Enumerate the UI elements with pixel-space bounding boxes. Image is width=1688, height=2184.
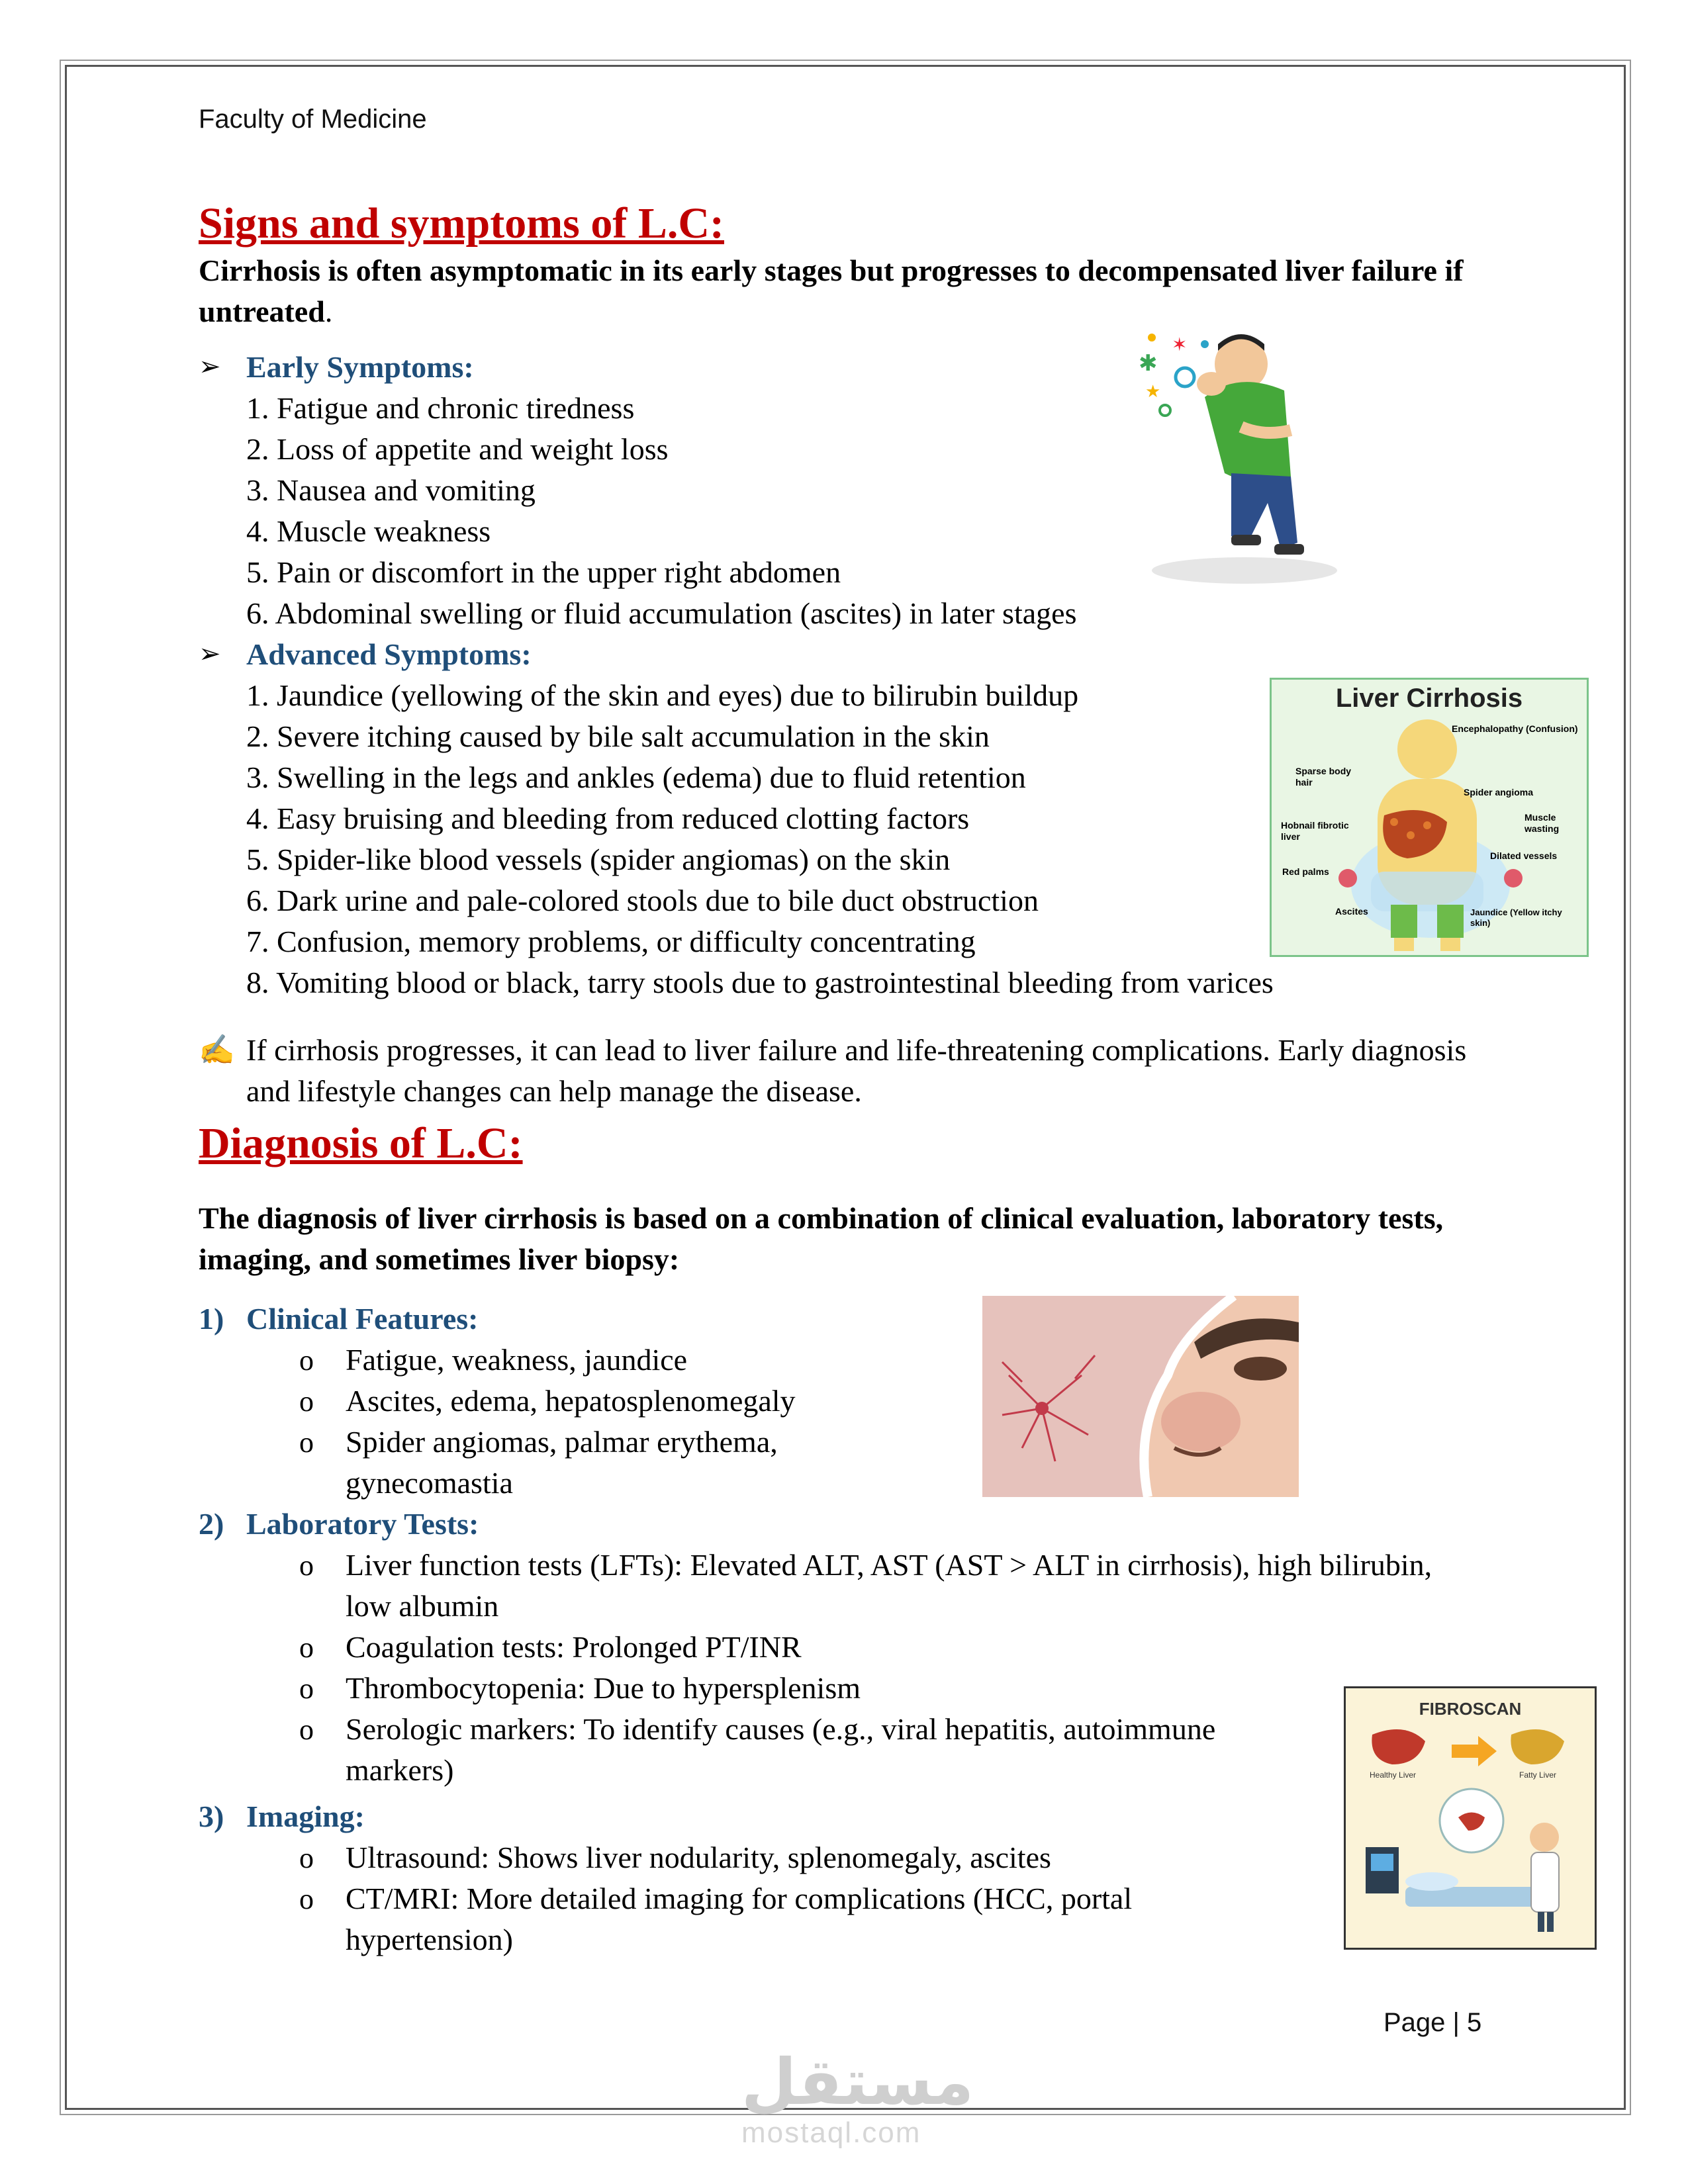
circle-bullet-icon: o	[299, 1385, 314, 1418]
progression-note: If cirrhosis progresses, it can lead to liver failure and life-threatening complications. Early diagnosis and lifestyle changes can help manage the disease.	[246, 1033, 1467, 1108]
list-item: Ultrasound: Shows liver nodularity, splenomegaly, ascites	[346, 1841, 1051, 1874]
list-item: 6. Abdominal swelling or fluid accumulation (ascites) in later stages	[246, 596, 1077, 630]
list-item: 5. Spider-like blood vessels (spider angiomas) on the skin	[246, 842, 951, 876]
circle-bullet-icon: o	[299, 1883, 314, 1915]
circle-bullet-icon: o	[299, 1631, 314, 1664]
list-item: 1. Fatigue and chronic tiredness	[246, 391, 635, 425]
label-dilated-vessels: Dilated vessels	[1490, 850, 1558, 861]
fatty-liver-label: Fatty Liver	[1519, 1770, 1557, 1780]
laboratory-tests-heading: Laboratory Tests:	[246, 1507, 479, 1541]
figure-title: Liver Cirrhosis	[1335, 684, 1523, 713]
label-red-palms: Red palms	[1282, 866, 1329, 877]
list-item: Coagulation tests: Prolonged PT/INR	[346, 1630, 802, 1664]
list-item: 2. Severe itching caused by bile salt accumulation in the skin	[246, 719, 990, 753]
label-muscle-wasting: Muscle wasting	[1524, 812, 1560, 834]
nauseous-man-illustration	[1125, 324, 1350, 589]
list-item: 8. Vomiting blood or black, tarry stools due to gastrointestinal bleeding from varices	[246, 966, 1274, 999]
lab-number: 2)	[199, 1507, 224, 1541]
section-title-signs: Signs and symptoms of L.C:	[199, 199, 724, 248]
list-item: 4. Easy bruising and bleeding from reduced clotting factors	[246, 801, 970, 835]
early-symptoms-heading: Early Symptoms:	[246, 350, 474, 384]
fibroscan-illustration	[1344, 1686, 1597, 1950]
circle-bullet-icon: o	[299, 1426, 314, 1459]
page-number: Page | 5	[1383, 2008, 1482, 2037]
list-item: Ascites, edema, hepatosplenomegaly	[346, 1384, 796, 1418]
list-item: CT/MRI: More detailed imaging for complications (HCC, portal hypertension)	[346, 1882, 1133, 1956]
imaging-number: 3)	[199, 1799, 224, 1833]
label-spider-angioma: Spider angioma	[1464, 787, 1534, 797]
list-item: 2. Loss of appetite and weight loss	[246, 432, 669, 466]
label-ascites: Ascites	[1335, 906, 1368, 917]
svg-text:✶: ✶	[1172, 335, 1188, 355]
fibroscan-title: FIBROSCAN	[1419, 1699, 1522, 1719]
list-item: 1. Jaundice (yellowing of the skin and eyes) due to bilirubin buildup	[246, 678, 1079, 712]
label-jaundice: Jaundice (Yellow itchy skin)	[1470, 907, 1562, 928]
list-item: 7. Confusion, memory problems, or difficulty concentrating	[246, 925, 976, 958]
healthy-liver-label: Healthy Liver	[1370, 1770, 1417, 1780]
circle-bullet-icon: o	[299, 1713, 314, 1746]
page-header: Faculty of Medicine	[199, 105, 427, 134]
advanced-symptoms-heading: Advanced Symptoms:	[246, 637, 532, 671]
watermark-arabic: مستقل	[741, 2047, 974, 2118]
list-item: 3. Swelling in the legs and ankles (edema) due to fluid retention	[246, 760, 1026, 794]
label-encephalopathy: Encephalopathy (Confusion)	[1452, 723, 1578, 734]
circle-bullet-icon: o	[299, 1344, 314, 1377]
svg-text:★: ★	[1145, 382, 1161, 401]
arrow-bullet-icon: ➢	[199, 351, 221, 381]
list-item: Spider angiomas, palmar erythema, gynecomastia	[346, 1425, 778, 1500]
circle-bullet-icon: o	[299, 1842, 314, 1874]
list-item: 5. Pain or discomfort in the upper right abdomen	[246, 555, 841, 589]
svg-text:✱: ✱	[1139, 351, 1158, 376]
arrow-bullet-icon: ➢	[199, 639, 221, 668]
label-hobnail-liver: Hobnail fibrotic liver	[1281, 820, 1349, 842]
list-item: Liver function tests (LFTs): Elevated ALT, AST (AST > ALT in cirrhosis), high bilirubin, low albumin	[346, 1548, 1432, 1623]
signs-intro	[199, 250, 1489, 332]
watermark-latin: mostaql.com	[741, 2116, 921, 2149]
circle-bullet-icon: o	[299, 1549, 314, 1582]
pointing-hand-icon: ✍	[199, 1034, 235, 1066]
list-item: Serologic markers: To identify causes (e.g., viral hepatitis, autoimmune markers)	[346, 1712, 1216, 1787]
clinical-features-heading: Clinical Features:	[246, 1302, 479, 1336]
section-title-diagnosis: Diagnosis of L.C:	[199, 1119, 523, 1167]
signs-intro-text: Cirrhosis is often asymptomatic in its early stages but progresses to decompensated liver failure if untreated	[199, 253, 1464, 328]
list-item: Thrombocytopenia: Due to hypersplenism	[346, 1671, 861, 1705]
imaging-heading: Imaging:	[246, 1799, 365, 1833]
circle-bullet-icon: o	[299, 1672, 314, 1705]
list-item: 4. Muscle weakness	[246, 514, 491, 548]
liver-cirrhosis-figure	[1270, 678, 1589, 957]
label-sparse-hair: Sparse body hair	[1295, 766, 1352, 788]
signs-intro-end: .	[324, 295, 333, 328]
list-item: Fatigue, weakness, jaundice	[346, 1343, 688, 1377]
list-item: 6. Dark urine and pale-colored stools due to bile duct obstruction	[246, 884, 1039, 917]
spider-angioma-illustration	[982, 1296, 1299, 1497]
diagnosis-intro: The diagnosis of liver cirrhosis is based on a combination of clinical evaluation, laboratory tests, imaging, and sometimes liver biopsy:	[199, 1201, 1444, 1276]
clinical-number: 1)	[199, 1302, 224, 1336]
list-item: 3. Nausea and vomiting	[246, 473, 536, 507]
